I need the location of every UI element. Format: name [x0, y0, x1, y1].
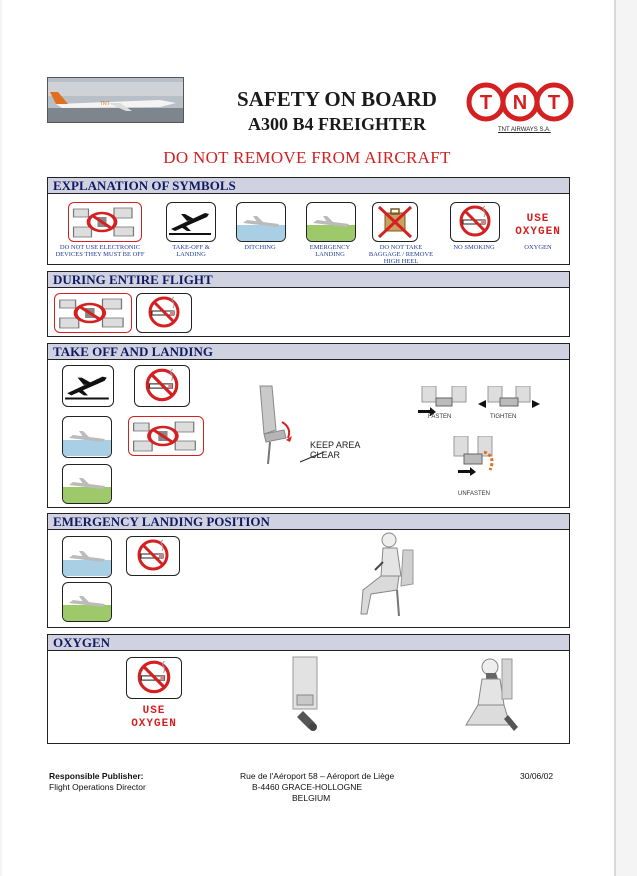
no-baggage-icon [372, 202, 418, 242]
seatbelt-tighten-figure [478, 386, 540, 416]
no-smoking-icon [126, 657, 182, 699]
tnt-logo [466, 80, 574, 124]
issue-date: 30/06/02 [520, 771, 554, 781]
use-oxygen-text: USE OXYGEN [515, 213, 561, 238]
symbol-label-baggage: DO NOT TAKE BAGGAGE / REMOVE HIGH HEEL [368, 244, 434, 265]
no-smoking-icon [126, 536, 180, 576]
section-during-entire-flight [47, 271, 570, 337]
takeoff-landing-icon [62, 365, 114, 407]
section-heading: DURING ENTIRE FLIGHT [48, 272, 569, 288]
tighten-label: TIGHTEN [490, 414, 517, 420]
address-line-3: BELGIUM [292, 793, 331, 803]
ditching-icon [62, 536, 112, 578]
seatbelt-fasten-figure [416, 386, 474, 416]
section-heading: EXPLANATION OF SYMBOLS [48, 178, 569, 194]
electronic-devices-icon [54, 293, 132, 333]
seatbelt-unfasten-figure [448, 436, 506, 486]
emergency-landing-icon [62, 464, 112, 504]
symbol-label-electronic: DO NOT USE ELECTRONIC DEVICES THEY MUST BE OFF [55, 244, 145, 258]
page-subtitle: A300 B4 FREIGHTER [247, 114, 427, 134]
section-take-off-and-landing [47, 343, 570, 508]
safety-card [2, 0, 614, 876]
address-line-2: B-4460 GRACE-HOLLOGNE [252, 782, 363, 792]
symbol-label-no-smoking: NO SMOKING [453, 244, 495, 251]
symbol-label-takeoff: TAKE-OFF & LANDING [172, 244, 210, 258]
takeoff-landing-icon [166, 202, 216, 242]
use-oxygen-text: USE OXYGEN [131, 705, 177, 730]
section-oxygen [47, 634, 570, 744]
symbol-label-emergency: EMERGENCY LANDING [309, 244, 351, 258]
oxygen-mask-use-figure [456, 655, 526, 735]
ditching-icon [62, 416, 112, 458]
section-emergency-landing-position [47, 513, 570, 628]
aircraft-photo [47, 77, 184, 123]
no-smoking-icon [134, 365, 190, 407]
no-smoking-icon [450, 202, 500, 242]
symbol-label-oxygen: OXYGEN [524, 244, 552, 251]
address-line-1: Rue de l'Aéroport 58 – Aéroport de Liège [240, 771, 395, 781]
svg-text:N: N [512, 92, 528, 114]
section-heading: EMERGENCY LANDING POSITION [48, 514, 569, 530]
svg-text:T: T [547, 92, 561, 114]
emergency-landing-icon [306, 202, 356, 242]
no-smoking-icon [136, 293, 192, 333]
fasten-label: FASTEN [428, 414, 452, 420]
electronic-devices-icon [68, 202, 142, 242]
page-title: SAFETY ON BOARD [237, 87, 437, 111]
electronic-devices-icon [128, 416, 204, 456]
section-heading: TAKE OFF AND LANDING [48, 344, 569, 360]
oxygen-mask-storage-figure [283, 655, 333, 735]
section-explanation-of-symbols [47, 177, 570, 265]
logo-subtext: TNT AIRWAYS S.A. [498, 127, 551, 133]
section-heading: OXYGEN [48, 635, 569, 651]
svg-text:T: T [479, 92, 493, 114]
keep-area-clear-label: KEEP AREA CLEAR [310, 440, 360, 460]
brace-position-figure [353, 530, 423, 620]
emergency-landing-icon [62, 582, 112, 622]
publisher-name: Flight Operations Director [49, 782, 146, 792]
svg-text:TNT: TNT [100, 101, 110, 107]
do-not-remove-warning: DO NOT REMOVE FROM AIRCRAFT [163, 148, 451, 167]
ditching-icon [236, 202, 286, 242]
symbol-label-ditching: DITCHING [244, 244, 276, 251]
unfasten-label: UNFASTEN [458, 491, 491, 497]
publisher-label: Responsible Publisher: [49, 771, 144, 781]
